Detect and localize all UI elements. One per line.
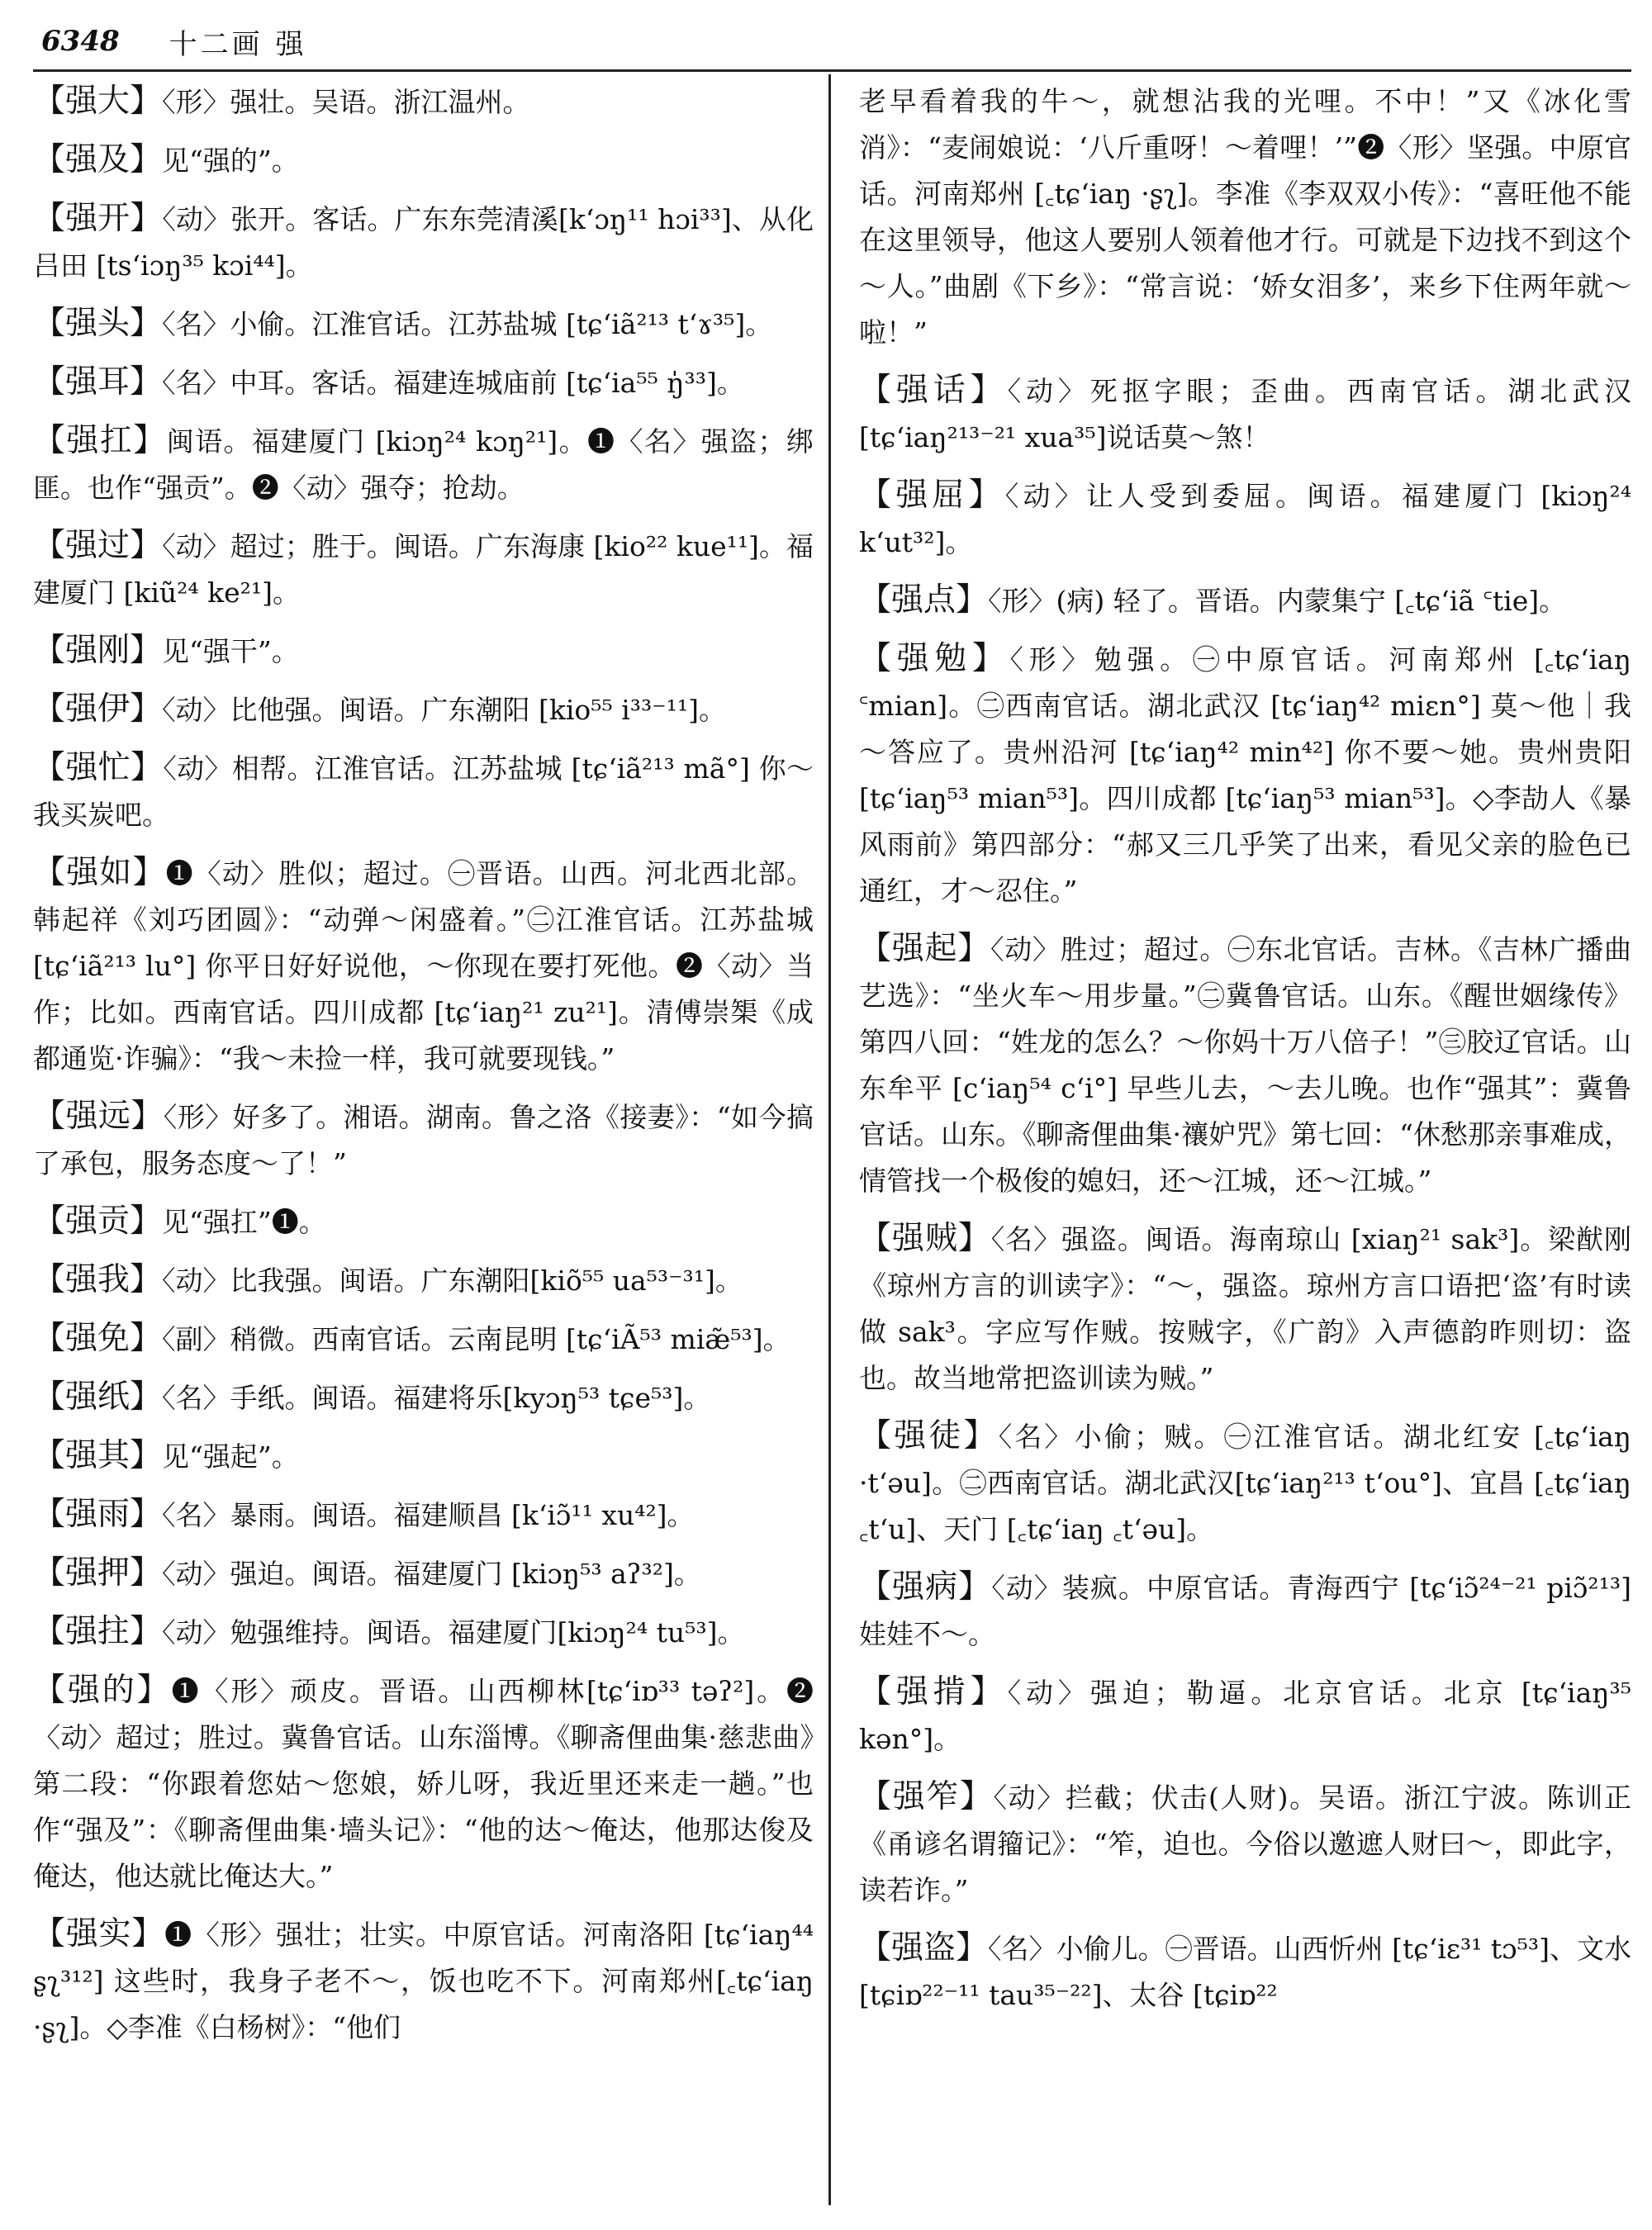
entry-headword: 【强刚】 bbox=[33, 632, 163, 669]
dictionary-entry bbox=[33, 1433, 814, 1480]
dictionary-entry bbox=[33, 1094, 814, 1187]
entry-headword: 【强盗】 bbox=[859, 1929, 989, 1967]
entry-headword: 【强徒】 bbox=[859, 1417, 999, 1454]
entry-headword: 【强过】 bbox=[33, 527, 163, 564]
entry-headword: 【强免】 bbox=[33, 1320, 163, 1357]
entry-headword: 【强忙】 bbox=[33, 749, 164, 786]
entry-definition: 〈形〉好多了。湘语。湖南。鲁之洛《接妻》：“如今搞了承包，服务态度～了！” bbox=[33, 1101, 814, 1179]
dictionary-entry bbox=[33, 745, 814, 838]
dictionary-entry bbox=[859, 577, 1631, 624]
entry-definition: ❶〈形〉强壮；壮实。中原官话。河南洛阳 [tɕʻiaŋ⁴⁴ ʂʅ³¹²] 这些时，我身子老不～，饭也吃不下。河南郑州[꜀tɕʻiaŋ ·ʂʅ]。◇李准《白杨树》：“他们 bbox=[33, 1919, 814, 2043]
entry-definition: 〈副〉稍微。西南官话。云南昆明 [tɕʻiÃ⁵³ miæ̃⁵³]。 bbox=[162, 1323, 790, 1355]
dictionary-entry bbox=[33, 196, 814, 289]
dictionary-entry bbox=[859, 1925, 1631, 2019]
entry-headword: 【强大】 bbox=[33, 83, 163, 120]
entry-headword: 【强勉】 bbox=[859, 640, 1010, 677]
entry-headword: 【强及】 bbox=[33, 141, 163, 178]
dictionary-entry bbox=[33, 1374, 814, 1421]
dictionary-entry bbox=[859, 1413, 1631, 1553]
entry-headword: 【强的】 bbox=[33, 1672, 172, 1709]
dictionary-entry bbox=[33, 78, 814, 126]
dictionary-entry bbox=[859, 1669, 1631, 1763]
entry-definition: 老早看着我的牛～，就想沾我的光哩。不中！”又《冰化雪消》：“麦闹娘说：‘八斤重呀！～着哩！’”❷〈形〉坚强。中原官话。河南郑州 [꜀tɕʻiaŋ ·ʂʅ]。李准《李双双小传》：“喜旺他不能在这里领导，他这人要别人领着他才行。可就是下边找不到这个～人。”曲剧《下乡》：“常言说：‘娇女泪多’，来乡下住两年就～啦！” bbox=[859, 85, 1631, 349]
entry-definition: 见“强扛”❶。 bbox=[162, 1206, 326, 1238]
entry-headword: 【强雨】 bbox=[33, 1496, 163, 1533]
entry-headword: 【强头】 bbox=[33, 305, 163, 342]
entry-definition: 〈动〉张开。客话。广东东莞清溪[kʻɔŋ¹¹ hɔi³³]、从化吕田 [tsʻiɔŋ³⁵ kɔi⁴⁴]。 bbox=[33, 203, 814, 282]
entry-headword: 【强拄】 bbox=[33, 1613, 163, 1650]
entry-headword: 【强实】 bbox=[33, 1915, 165, 1952]
section-title: 十二画 强 bbox=[169, 27, 307, 61]
dictionary-entry bbox=[33, 1198, 814, 1245]
entry-headword: 【强耳】 bbox=[33, 363, 163, 401]
entry-definition: 〈动〉强迫；勒逼。北京官话。北京 [tɕʻiaŋ³⁵ kən°]。 bbox=[859, 1677, 1631, 1755]
dictionary-entry bbox=[33, 686, 814, 733]
entry-definition: 〈动〉让人受到委屈。闽语。福建厦门 [kiɔŋ²⁴ kʻut³²]。 bbox=[859, 480, 1631, 558]
dictionary-entry bbox=[33, 418, 814, 511]
entry-headword: 【强押】 bbox=[33, 1554, 163, 1592]
entry-definition: 〈动〉死抠字眼；歪曲。西南官话。湖北武汉 [tɕʻiaŋ²¹³⁻²¹ xua³⁵]说话莫～煞！ bbox=[859, 375, 1631, 453]
page-number: 6348 bbox=[41, 25, 120, 58]
entry-definition: 〈形〉勉强。㊀中原官话。河南郑州 [꜀tɕʻiaŋ ꜂mian]。㊁西南官话。湖北武汉 [tɕʻiaŋ⁴² miɛn°] 莫～他｜我～答应了。贵州沿河 [tɕʻiaŋ⁴² min⁴²] 你不要～她。贵州贵阳 [tɕʻiaŋ⁵³ mian⁵³]。四川成都 [tɕʻiaŋ⁵³ mian⁵³]。◇李劼人《暴风雨前》第四部分：“郝又三几乎笑了出来，看见父亲的脸色已通红，才～忍住。” bbox=[859, 643, 1631, 907]
entry-definition: 〈名〉暴雨。闽语。福建顺昌 [kʻiɔ̃¹¹ xu⁴²]。 bbox=[162, 1499, 695, 1531]
dictionary-entry bbox=[859, 1774, 1631, 1914]
column-divider bbox=[828, 74, 831, 2205]
dictionary-entry bbox=[33, 1492, 814, 1539]
entry-definition: 〈动〉勉强维持。闽语。福建厦门[kiɔŋ²⁴ tu⁵³]。 bbox=[162, 1616, 745, 1649]
dictionary-entry bbox=[33, 1609, 814, 1656]
dictionary-entry bbox=[859, 1216, 1631, 1402]
entry-definition: 〈动〉比他强。闽语。广东潮阳 [kio⁵⁵ i³³⁻¹¹]。 bbox=[162, 694, 727, 726]
dictionary-entry bbox=[33, 1316, 814, 1363]
page-header bbox=[41, 18, 1611, 64]
entry-headword: 【强开】 bbox=[33, 200, 163, 237]
entry-definition: 〈动〉相帮。江淮官话。江苏盐城 [tɕʻiã²¹³ mã°] 你～我买炭吧。 bbox=[33, 752, 814, 831]
dictionary-entry bbox=[33, 850, 814, 1082]
dictionary-entry bbox=[859, 78, 1631, 356]
dictionary-entry bbox=[859, 368, 1631, 461]
entry-definition: 〈动〉比我强。闽语。广东潮阳[kiõ⁵⁵ ua⁵³⁻³¹]。 bbox=[162, 1264, 743, 1297]
dictionary-entry bbox=[33, 523, 814, 616]
entry-headword: 【强贼】 bbox=[859, 1220, 991, 1257]
dictionary-entry bbox=[33, 301, 814, 348]
dictionary-entry bbox=[33, 359, 814, 406]
entry-definition: 见“强起”。 bbox=[162, 1440, 299, 1473]
left-column bbox=[33, 78, 814, 2218]
header-rule bbox=[33, 69, 1631, 72]
dictionary-entry bbox=[33, 1911, 814, 2051]
entry-definition: 〈动〉拦截；伏击(人财)。吴语。浙江宁波。陈训正《甬谚名谓籀记》：“笮，迫也。今俗以邀遮人财曰～，即此字，读若诈。” bbox=[859, 1782, 1631, 1906]
entry-headword: 【强掯】 bbox=[859, 1673, 1008, 1710]
entry-definition: 〈名〉强盗。闽语。海南琼山 [xiaŋ²¹ sak³]。梁猷刚《琼州方言的训读字》：“～，强盗。琼州方言口语把‘盗’有时读做 sak³。字应写作贼。按贼字，《广韵》入声德韵昨则切：盗也。故当地常把盗训读为贼。” bbox=[859, 1223, 1631, 1394]
entry-definition: 见“强干”。 bbox=[162, 635, 299, 667]
dictionary-entry bbox=[33, 1257, 814, 1304]
entry-headword: 【强起】 bbox=[859, 930, 990, 967]
entry-definition: 〈动〉强迫。闽语。福建厦门 [kiɔŋ⁵³ aʔ³²]。 bbox=[162, 1558, 701, 1590]
entry-definition: 〈形〉强壮。吴语。浙江温州。 bbox=[162, 86, 530, 118]
entry-definition: 〈名〉小偷；贼。㊀江淮官话。湖北红安 [꜀tɕʻiaŋ ·tʻəu]。㊁西南官话。湖北武汉[tɕʻiaŋ²¹³ tʻou°]、宜昌 [꜀tɕʻiaŋ ꜀tʻu]、天门 [꜀tɕʻiaŋ ꜀tʻəu]。 bbox=[859, 1421, 1631, 1545]
entry-definition: 〈形〉(病) 轻了。晋语。内蒙集宁 [꜀tɕʻiã ꜂tie]。 bbox=[988, 585, 1567, 617]
entry-headword: 【强纸】 bbox=[33, 1378, 163, 1416]
entry-definition: 闽语。福建厦门 [kiɔŋ²⁴ kɔŋ²¹]。❶〈名〉强盗；绑匪。也作“强贡”。❷〈动〉强夺；抢劫。 bbox=[33, 425, 814, 504]
entry-definition: 〈动〉装疯。中原官话。青海西宁 [tɕʻiɔ̃²⁴⁻²¹ piɔ̃²¹³] 娃娃不～。 bbox=[859, 1572, 1631, 1650]
dictionary-entry bbox=[33, 1668, 814, 1900]
entry-headword: 【强扛】 bbox=[33, 422, 167, 459]
entry-headword: 【强病】 bbox=[859, 1568, 992, 1606]
dictionary-entry bbox=[33, 137, 814, 184]
entry-headword: 【强我】 bbox=[33, 1261, 163, 1298]
entry-headword: 【强如】 bbox=[33, 854, 166, 891]
entry-definition: 见“强的”。 bbox=[162, 145, 299, 177]
entry-definition: 〈名〉小偷儿。㊀晋语。山西忻州 [tɕʻiɛ³¹ tɔ⁵³]、文水 [tɕiɒ²²⁻¹¹ tau³⁵⁻²²]、太谷 [tɕiɒ²² bbox=[859, 1933, 1631, 2011]
dictionary-entry bbox=[33, 628, 814, 675]
dictionary-entry bbox=[859, 636, 1631, 914]
entry-definition: 〈动〉超过；胜于。闽语。广东海康 [kio²² kue¹¹]。福建厦门 [kiũ²⁴ ke²¹]。 bbox=[33, 530, 814, 609]
entry-headword: 【强话】 bbox=[859, 372, 1008, 409]
entry-headword: 【强伊】 bbox=[33, 690, 163, 728]
entry-headword: 【强点】 bbox=[859, 581, 989, 619]
entry-definition: 〈动〉胜过；超过。㊀东北官话。吉林。《吉林广播曲艺选》：“坐火车～用步量。”㊁冀鲁官话。山东。《醒世姻缘传》第四八回：“姓龙的怎么？～你妈十万八倍子！”㊂胶辽官话。山东牟平 [cʻiaŋ⁵⁴ cʻi°] 早些儿去，～去儿晚。也作“强其”：冀鲁官话。山东。《聊斋俚曲集·禳妒咒》第七回：“休愁那亲事难成，情管找一个极俊的媳妇，还～江城，还～江城。” bbox=[859, 933, 1631, 1197]
entry-definition: 〈名〉小偷。江淮官话。江苏盐城 [tɕʻiã²¹³ tʻɤ³⁵]。 bbox=[162, 308, 773, 340]
dictionary-entry bbox=[859, 1564, 1631, 1658]
entry-headword: 【强屈】 bbox=[859, 477, 1005, 514]
dictionary-entry bbox=[859, 926, 1631, 1204]
entry-definition: ❶〈形〉顽皮。晋语。山西柳林[tɕʻiɒ³³ təʔ²]。❷〈动〉超过；胜过。冀鲁官话。山东淄博。《聊斋俚曲集·慈悲曲》第二段：“你跟着您姑～您娘，娇儿呀，我近里还来走一趟。”也作“强及”：《聊斋俚曲集·墙头记》：“他的达～俺达，他那达俊及俺达，他达就比俺达大。” bbox=[33, 1675, 814, 1892]
entry-headword: 【强远】 bbox=[33, 1098, 164, 1135]
dictionary-entry bbox=[859, 472, 1631, 566]
entry-definition: 〈名〉中耳。客话。福建连城庙前 [tɕʻia⁵⁵ ŋ̍³³]。 bbox=[162, 367, 744, 399]
entry-headword: 【强其】 bbox=[33, 1437, 163, 1474]
entry-definition: 〈名〉手纸。闽语。福建将乐[kyɔŋ⁵³ tɕe⁵³]。 bbox=[162, 1382, 711, 1414]
entry-definition: ❶〈动〉胜似；超过。㊀晋语。山西。河北西北部。韩起祥《刘巧团圆》：“动弹～闲盛着。”㊁江淮官话。江苏盐城 [tɕʻiã²¹³ lu°] 你平日好好说他，～你现在要打死他。❷〈动〉当作；比如。西南官话。四川成都 [tɕʻiaŋ²¹ zu²¹]。清傅崇榘《成都通览·诈骗》：“我～未捡一样，我可就要现钱。” bbox=[33, 857, 814, 1075]
right-column bbox=[859, 78, 1631, 2218]
dictionary-entry bbox=[33, 1550, 814, 1597]
entry-headword: 【强笮】 bbox=[859, 1778, 994, 1815]
entry-headword: 【强贡】 bbox=[33, 1203, 163, 1240]
